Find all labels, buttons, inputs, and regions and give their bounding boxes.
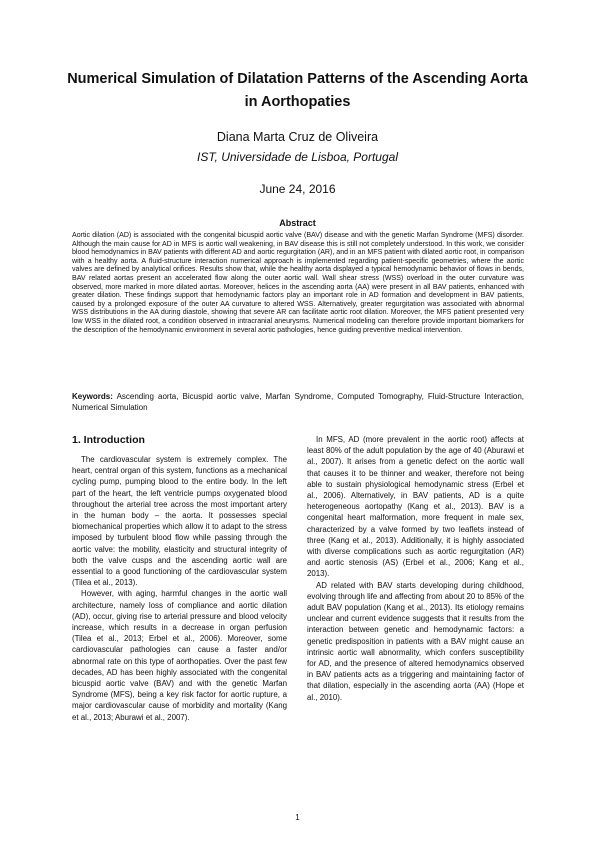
page-number: 1 [295, 813, 300, 822]
body-paragraph: However, with aging, harmful changes in the aortic wall architecture, namely loss of compliance and aortic dilation (AD), occur, giving rise to arterial pressure and blood velocity increase, which results in a decrease in organ perfusion (Tilea et al., 2013; Erbel et al., 2006). Moreover, some cardiovascular pathologies can cause a faster and/or abnormal rate on this type of aorthopaties. Over the past few decades, AD has been highly associated with the congenital bicuspid aortic valve (BAV) and with the genetic Marfan Syndrome (MFS), being a key risk factor for aortic rupture, a major cardiovascular cause of morbidity and mortality (Kang et al., 2013; Aburawi et al., 2007). [72, 589, 287, 722]
keywords-label: Keywords: [72, 392, 113, 401]
section-heading-introduction: 1. Introduction [72, 434, 145, 446]
keywords [72, 391, 524, 413]
abstract-heading: Abstract [279, 218, 316, 228]
author-affiliation: IST, Universidade de Lisboa, Portugal [196, 150, 398, 164]
keywords-list: Ascending aorta, Bicuspid aortic valve, Marfan Syndrome, Computed Tomography, Fluid-Structure Interaction, Numerical Simulation [72, 392, 525, 412]
right-column [307, 434, 524, 703]
author-name: Diana Marta Cruz de Oliveira [216, 130, 379, 144]
publication-date: June 24, 2016 [259, 182, 336, 196]
paper-title: Numerical Simulation of Dilatation Patterns of the Ascending Aorta in Aorthopaties [67, 71, 528, 110]
body-paragraph: AD related with BAV starts developing during childhood, evolving through life and affecting from about 20 to 85% of the adult BAV population (Kang et al., 2013). Its etiology remains unclear and current evidence suggests that it results from the interaction between genetic and hemodynamic factors: a genetic predisposition in patients with a BAV might cause an intrinsic aortic wall abnormality, which confers susceptibility for AD, and the presence of altered hemodynamics observed in BAV patients acts as a triggering and maintaining factor of that dilation, especially in the ascending aorta (AA) (Hope et al., 2010). [307, 580, 524, 702]
body-paragraph: In MFS, AD (more prevalent in the aortic root) affects at least 80% of the adult population by the age of 40 (Aburawi et al., 2007). It arises from a genetic defect on the aortic wall that causes it to be thinner and weaker, therefore not being able to sustain physiological hemodynamic stress (Erbel et al., 2006). Alternatively, in BAV patients, AD is a quite heterogeneous aortopathy (Kang et al., 2013). BAV is a congenital heart malformation, more frequent in male sex, characterized by a valve formed by two leaflets instead of three (Kang et al., 2013). Additionally, it is highly associated with diverse complications such as aortic regurgitation (AR) and aortic stenosis (AS) (Erbel et al., 2006; Kang et al., 2013). [307, 435, 524, 579]
left-column [72, 454, 287, 723]
body-paragraph: The cardiovascular system is extremely complex. The heart, central organ of this system, functions as a mechanical cycling pump, pumping blood to the entire body. In the left part of the heart, the left ventricle pumps oxygenated blood throughout the arterial tree across the most important artery in the human body – the aorta. It possesses special biomechanical properties which allow it to adapt to the stress imposed by turbulent blood flow while passing through the aortic valve: the mobility, elasticity and structural integrity of both the valve cusps and the ascending aortic wall are essential to a good functioning of the cardiovascular system (Tilea et al., 2013). [72, 455, 287, 588]
abstract-body: Aortic dilation (AD) is associated with the congenital bicuspid aortic valve (BAV) disease and with the genetic Marfan Syndrome (MFS) disorder. Although the main cause for AD in MFS is aortic wall weakening, in BAV disease this is still not completely understood. In this work, we consider blood hemodynamics in BAV patients with different AD and aortic regurgitation (AR), and in an MFS patient with dilated aortic root, in comparison with a healthy aorta. A fluid-structure interaction numerical approach is implemented regarding patient-specific geometries, where the aortic valves are defined by analytical orifices. Results show that, while the healthy aorta displayed a typical hemodynamic behavior of flows in bends, BAV related aortas present an accelerated flow along the outer aortic wall. Wall shear stress (WSS) overload in the outer curvature was observed, more marked in more dilated aortas. Moreover, helices in the ascending aorta (AA) were present in all BAV patients, enhanced with greater dilation. These findings support that hemodynamic factors play an important role in AD formation and development in BAV patients, caused by a prolonged exposure of the outer AA curvature to altered WSS. Alternatively, greater regurgitation was associated with abnormal WSS distributions in the AA during diastole, showing that severe AR can facilitate aortic root dilation. Moreover, the MFS patient presented very low WSS in the dilated root, a condition observed in intracranial aneurysms. Numerical modeling can therefore provide important biomarkers for the description of the hemodynamic environment in several aortic pathologies, hence guiding preventive medical intervention. [72, 232, 524, 334]
